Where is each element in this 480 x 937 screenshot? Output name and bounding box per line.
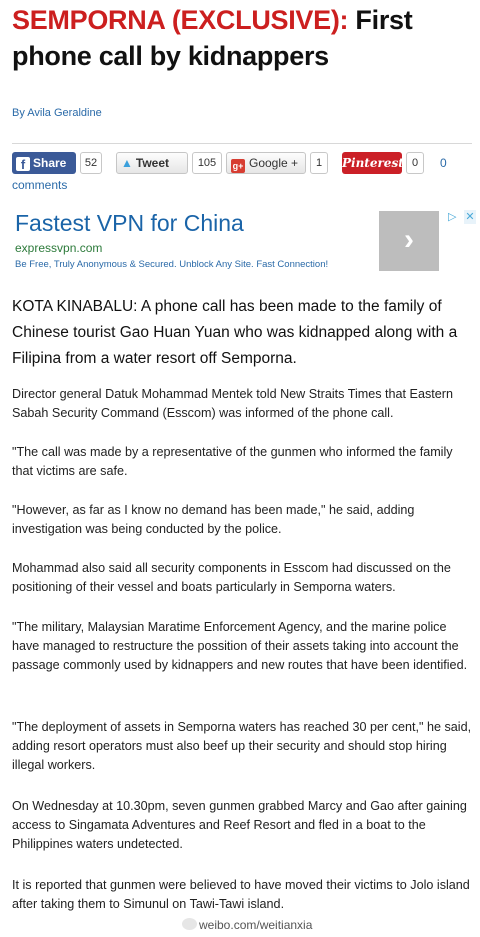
google-plus-icon: g+ — [232, 161, 244, 171]
comments-link[interactable]: comments — [12, 178, 68, 192]
tweet-button[interactable] — [116, 152, 188, 174]
ad-title[interactable]: Fastest VPN for China — [15, 210, 244, 236]
chevron-right-icon: › — [404, 223, 414, 256]
weibo-watermark — [182, 918, 312, 932]
article-title — [12, 2, 472, 74]
google-plus-button[interactable] — [226, 152, 306, 174]
article-paragraph: "The deployment of assets in Semporna waters has reached 30 per cent," he said, adding resort operators must also beef up their security and should stop hiring illegal workers. — [12, 720, 472, 772]
facebook-icon: f — [16, 157, 30, 171]
facebook-share-count: 52 — [80, 152, 102, 174]
tweet-label: Tweet — [135, 156, 170, 170]
article-paragraph: Director general Datuk Mohammad Mentek told New Straits Times that Eastern Sabah Security Command (Esscom) was informed of the phone call. — [12, 387, 453, 420]
divider — [12, 143, 472, 144]
article-paragraph: On Wednesday at 10.30pm, seven gunmen grabbed Marcy and Gao after gaining access to Singamata Adventures and Reef Resort and fled in a boat to the Philippines waters undetected. — [12, 799, 467, 851]
facebook-share-button[interactable] — [12, 152, 76, 174]
title-text: First phone call by kidnappers — [12, 5, 413, 71]
article-paragraph: "The military, Malaysian Maratime Enforcement Agency, and the marine police have managed to restructure the possition of their assets taking into account the passage commonly used by kidnappers and new routes that have been identified. — [12, 620, 468, 672]
article-paragraph: It is reported that gunmen were believed to have moved their victims to Jolo island after taking them to Simunul on Tawi-Tawi island. — [12, 878, 470, 911]
pinterest-label: Pinterest — [342, 156, 404, 170]
pinterest-count: 0 — [406, 152, 424, 174]
ad-banner[interactable] — [12, 208, 480, 274]
article-paragraph: "The call was made by a representative of the gunmen who informed the family that victims are safe. — [12, 445, 453, 478]
google-plus-count: 1 — [310, 152, 328, 174]
ad-choices[interactable] — [448, 210, 478, 226]
google-plus-label: Google + — [249, 156, 299, 170]
byline[interactable]: By Avila Geraldine — [12, 107, 102, 119]
weibo-logo-icon — [182, 918, 197, 930]
comments-count[interactable]: 0 — [440, 156, 447, 170]
facebook-share-label: Share — [33, 156, 67, 170]
ad-choices-icon[interactable]: ▷ — [448, 211, 457, 223]
ad-description: Be Free, Truly Anonymous & Secured. Unblock Any Site. Fast Connection! — [15, 259, 329, 270]
ad-arrow-button[interactable] — [379, 211, 439, 271]
title-highlight: SEMPORNA (EXCLUSIVE): — [12, 5, 349, 35]
pinterest-button[interactable] — [342, 152, 402, 174]
ad-url[interactable]: expressvpn.com — [15, 241, 103, 255]
tweet-count: 105 — [192, 152, 222, 174]
twitter-bird-icon: ▲ — [121, 156, 133, 170]
article-paragraph: "However, as far as I know no demand has been made," he said, adding investigation was being conducted by the police. — [12, 503, 415, 536]
article-paragraph: Mohammad also said all security components in Esscom had discussed on the positioning of their vessel and boats particularly in Semporna waters. — [12, 561, 451, 594]
close-icon[interactable]: ✕ — [465, 211, 475, 223]
share-bar — [12, 152, 472, 178]
article-lead: KOTA KINABALU: A phone call has been made to the family of Chinese tourist Gao Huan Yuan who was kidnapped along with a Filipina from a water resort off Semporna. — [12, 298, 458, 367]
watermark-text: weibo.com/weitianxia — [199, 918, 313, 932]
